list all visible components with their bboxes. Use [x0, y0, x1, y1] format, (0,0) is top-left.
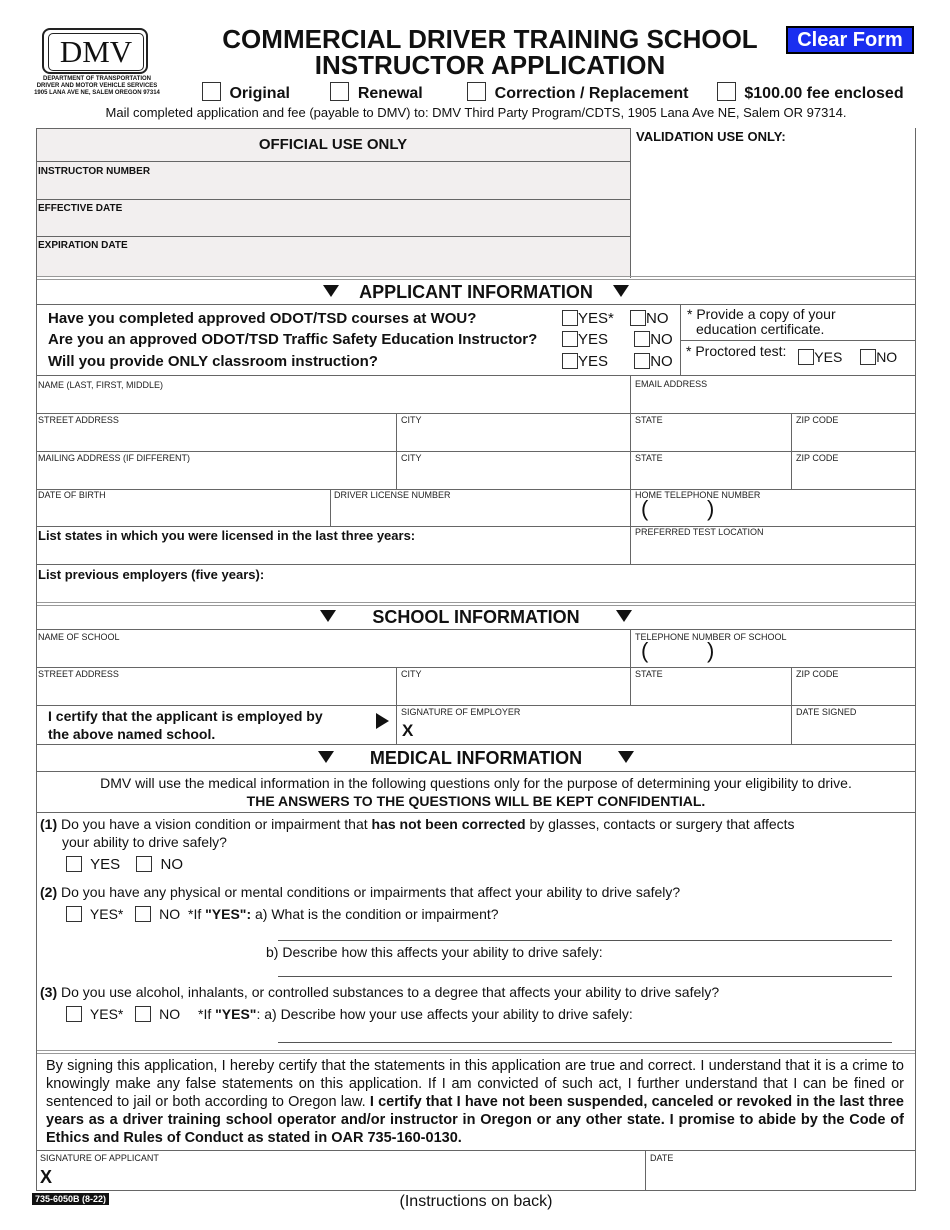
employer-certify-line: the above named school.	[48, 726, 216, 742]
divider	[630, 128, 631, 278]
tse-yes-checkbox[interactable]	[562, 331, 578, 347]
triangle-down-icon	[618, 751, 634, 763]
q3-answer-line[interactable]	[278, 1042, 892, 1043]
q3-yes-checkbox[interactable]	[66, 1006, 82, 1022]
q1-text-b: has not been corrected	[371, 816, 526, 832]
employer-signature-label: SIGNATURE OF EMPLOYER	[401, 707, 521, 717]
q1-text-a: Do you have a vision condition or impairment that	[61, 816, 368, 832]
divider	[36, 413, 916, 414]
q2-text: Do you have any physical or mental conditions or impairments that affect your ability to drive safely?	[61, 884, 681, 900]
school-name-label: NAME OF SCHOOL	[38, 632, 120, 642]
school-info-header	[36, 606, 916, 628]
street-label: STREET ADDRESS	[38, 415, 119, 425]
tse-yes-label: YES	[578, 331, 609, 348]
school-phone-open-paren: (	[641, 638, 649, 663]
q3-answer	[66, 1006, 633, 1022]
validation-use-label: VALIDATION USE ONLY:	[636, 129, 786, 144]
zip-label: ZIP CODE	[796, 415, 839, 425]
divider	[36, 236, 630, 237]
q1-no-label: NO	[160, 856, 184, 873]
education-note-line: * Provide a copy of your	[687, 306, 836, 322]
divider	[791, 667, 792, 745]
q2-answer-line-a[interactable]	[278, 940, 892, 941]
triangle-down-icon	[320, 610, 336, 622]
name-label: NAME (LAST, FIRST, MIDDLE)	[38, 380, 164, 390]
q2-answer-line-b[interactable]	[278, 976, 892, 977]
fee-enclosed-label: $100.00 fee enclosed	[744, 85, 904, 102]
q2-part-b: b) Describe how this affects your ability to drive safely:	[266, 944, 603, 960]
classroom-no-checkbox[interactable]	[634, 353, 650, 369]
medical-question-2	[40, 884, 680, 900]
home-phone-open-paren: (	[641, 496, 649, 521]
form-title-line1: COMMERCIAL DRIVER TRAINING SCHOOL	[222, 24, 758, 54]
divider	[680, 340, 916, 341]
q2-if: *If	[188, 906, 202, 922]
instructions-on-back: (Instructions on back)	[399, 1193, 553, 1210]
q1-answer	[66, 856, 183, 873]
divider	[36, 526, 916, 527]
divider	[36, 744, 916, 745]
certification-bold-text: I certify that I have not been suspended, canceled or revoked in the last three years as a driver training school operator and/or instructor in Oregon or any other state. I promise to abide by the Code of Ethics and Rules of Conduct as stated in OAR 735-160-0130.	[46, 1094, 904, 1146]
q3-yes-quote: "YES"	[215, 1006, 257, 1022]
school-info-title: SCHOOL INFORMATION	[372, 607, 580, 627]
classroom-yes-checkbox[interactable]	[562, 353, 578, 369]
applicant-date-label: DATE	[650, 1153, 674, 1163]
divider	[36, 1190, 916, 1191]
divider	[36, 199, 630, 200]
logo-sub-line: DEPARTMENT OF TRANSPORTATION	[43, 76, 151, 82]
dmv-logo	[42, 28, 148, 74]
medical-info-header	[36, 747, 916, 769]
frame-right	[915, 128, 916, 1190]
q3-if: *If	[198, 1006, 212, 1022]
certification-plain-text: By signing this application, I hereby certify that the statements in this application are true and correct. I understand that it is a crime to knowingly make any false statements on this application. If I am convicted of such act, I further understand that I can be fined or sentenced to jail or both according to Oregon law.	[46, 1058, 904, 1110]
divider	[36, 602, 916, 603]
school-zip-label: ZIP CODE	[796, 669, 839, 679]
divider	[36, 1050, 916, 1051]
wou-yes-checkbox[interactable]	[562, 310, 578, 326]
renewal-checkbox[interactable]	[330, 82, 349, 101]
classroom-answer	[562, 353, 673, 370]
q1-text-d: your ability to drive safely?	[62, 834, 227, 850]
q1-yes-checkbox[interactable]	[66, 856, 82, 872]
proctored-yes-checkbox[interactable]	[798, 349, 814, 365]
correction-checkbox[interactable]	[467, 82, 486, 101]
divider	[36, 771, 916, 772]
proctored-test	[686, 343, 897, 365]
license-number-label: DRIVER LICENSE NUMBER	[334, 490, 451, 500]
wou-answer	[562, 310, 669, 327]
triangle-down-icon	[616, 610, 632, 622]
wou-no-checkbox[interactable]	[630, 310, 646, 326]
employer-certify-line: I certify that the applicant is employed by	[48, 708, 323, 724]
divider	[330, 489, 331, 527]
renewal-label: Renewal	[357, 85, 423, 102]
divider	[645, 1150, 646, 1190]
divider	[36, 1053, 916, 1054]
q3-text: Do you use alcohol, inhalants, or controlled substances to a degree that affects your ability to drive safely?	[61, 984, 720, 1000]
education-note-line: education certificate.	[696, 321, 825, 337]
q3-number: (3)	[40, 984, 58, 1000]
q1-number: (1)	[40, 816, 58, 832]
q2-number: (2)	[40, 884, 58, 900]
classroom-yes-label: YES	[578, 353, 609, 370]
q2-no-checkbox[interactable]	[135, 906, 151, 922]
school-phone-label: TELEPHONE NUMBER OF SCHOOL	[635, 632, 787, 642]
q3-part-a: : a) Describe how your use affects your ability to drive safely:	[256, 1006, 633, 1022]
proctored-no-checkbox[interactable]	[860, 349, 876, 365]
divider	[36, 1150, 916, 1151]
tse-no-label: NO	[650, 331, 673, 348]
divider	[36, 667, 916, 668]
q2-answer	[66, 906, 499, 922]
question-wou-courses: Have you completed approved ODOT/TSD courses at WOU?	[48, 310, 477, 327]
official-use-title: OFFICIAL USE ONLY	[258, 136, 408, 153]
q1-yes-label: YES	[90, 856, 121, 873]
mailing-zip-label: ZIP CODE	[796, 453, 839, 463]
states-licensed-label: List states in which you were licensed in the last three years:	[38, 528, 416, 543]
proctored-yes-label: YES	[814, 349, 843, 365]
medical-question-1	[40, 815, 900, 851]
correction-label: Correction / Replacement	[494, 85, 689, 102]
city-label: CITY	[401, 415, 422, 425]
logo-sub-line: DRIVER AND MOTOR VEHICLE SERVICES	[36, 83, 158, 89]
tse-no-checkbox[interactable]	[634, 331, 650, 347]
school-city-label: CITY	[401, 669, 422, 679]
question-tse-instructor: Are you an approved ODOT/TSD Traffic Safety Education Instructor?	[48, 331, 538, 348]
effective-date-label: EFFECTIVE DATE	[38, 203, 123, 214]
previous-employers-label: List previous employers (five years):	[38, 567, 265, 582]
divider	[36, 375, 916, 376]
divider	[36, 451, 916, 452]
q2-yes-label: YES*	[89, 906, 124, 922]
applicant-info-title: APPLICANT INFORMATION	[359, 282, 593, 302]
divider	[36, 304, 916, 305]
q1-text-c: by glasses, contacts or surgery that affects	[529, 816, 795, 832]
applicant-signature-x: X	[40, 1167, 53, 1187]
frame-left	[36, 128, 37, 1190]
education-note	[687, 307, 836, 337]
divider	[36, 564, 916, 565]
tse-answer	[562, 331, 673, 348]
clear-form-button[interactable]: Clear Form	[786, 26, 914, 54]
wou-yes-label: YES*	[578, 310, 614, 327]
q2-no-label: NO	[159, 906, 181, 922]
medical-question-3	[40, 984, 719, 1000]
q2-yes-quote: "YES":	[205, 906, 252, 922]
q3-yes-label: YES*	[89, 1006, 124, 1022]
mailing-city-label: CITY	[401, 453, 422, 463]
date-signed-label: DATE SIGNED	[796, 707, 857, 717]
email-label: EMAIL ADDRESS	[635, 379, 708, 389]
q2-yes-checkbox[interactable]	[66, 906, 82, 922]
divider	[36, 629, 916, 630]
original-label: Original	[229, 85, 290, 102]
applicant-signature-label: SIGNATURE OF APPLICANT	[40, 1153, 159, 1163]
proctored-test-label: * Proctored test:	[686, 343, 787, 359]
application-type-options	[202, 82, 904, 103]
proctored-no-label: NO	[876, 349, 898, 365]
test-location-label: PREFERRED TEST LOCATION	[635, 527, 764, 537]
divider	[36, 705, 916, 706]
school-phone-close-paren: )	[707, 638, 715, 663]
divider	[396, 667, 397, 745]
state-label: STATE	[635, 415, 663, 425]
classroom-no-label: NO	[650, 353, 673, 370]
form-number: 735-6050B (8-22)	[32, 1193, 109, 1205]
mailing-address-label: MAILING ADDRESS (IF DIFFERENT)	[38, 453, 191, 463]
divider	[36, 489, 916, 490]
triangle-down-icon	[318, 751, 334, 763]
q2-part-a: a) What is the condition or impairment?	[255, 906, 499, 922]
expiration-date-label: EXPIRATION DATE	[38, 240, 128, 251]
triangle-down-icon	[613, 285, 629, 297]
q1-no-checkbox[interactable]	[136, 856, 152, 872]
home-phone-close-paren: )	[707, 496, 715, 521]
triangle-down-icon	[323, 285, 339, 297]
employer-signature-x: X	[402, 721, 414, 740]
fee-enclosed-checkbox[interactable]	[717, 82, 736, 101]
original-checkbox[interactable]	[202, 82, 221, 101]
instructor-number-label: INSTRUCTOR NUMBER	[38, 166, 151, 177]
divider	[36, 279, 916, 280]
wou-no-label: NO	[646, 310, 669, 327]
divider	[36, 161, 630, 162]
dmv-logo-subtext	[32, 76, 162, 97]
school-street-label: STREET ADDRESS	[38, 669, 119, 679]
mail-instructions: Mail completed application and fee (payable to DMV) to: DMV Third Party Program/CDTS, 1905 Lana Ave NE, Salem OR 97314.	[105, 105, 847, 120]
q3-no-checkbox[interactable]	[135, 1006, 151, 1022]
question-classroom-only: Will you provide ONLY classroom instruction?	[48, 353, 378, 370]
certification-text	[46, 1057, 904, 1147]
triangle-right-icon	[376, 713, 389, 729]
medical-info-title: MEDICAL INFORMATION	[369, 748, 583, 768]
employer-certify-text	[48, 707, 323, 743]
school-state-label: STATE	[635, 669, 663, 679]
logo-sub-line: 1905 LANA AVE NE, SALEM OREGON 97314	[34, 90, 160, 96]
mailing-state-label: STATE	[635, 453, 663, 463]
form-title-line2: INSTRUCTOR APPLICATION	[314, 50, 666, 80]
divider	[36, 812, 916, 813]
medical-intro: DMV will use the medical information in the following questions only for the purpose of determining your eligibility to drive.	[100, 775, 852, 791]
medical-confidential: THE ANSWERS TO THE QUESTIONS WILL BE KEPT CONFIDENTIAL.	[246, 793, 706, 809]
home-phone-label: HOME TELEPHONE NUMBER	[635, 490, 761, 500]
divider	[36, 276, 916, 277]
divider	[630, 526, 631, 564]
dob-label: DATE OF BIRTH	[38, 490, 106, 500]
applicant-info-header	[36, 281, 916, 303]
dmv-logo-text: DMV	[48, 33, 144, 71]
q3-no-label: NO	[159, 1006, 181, 1022]
